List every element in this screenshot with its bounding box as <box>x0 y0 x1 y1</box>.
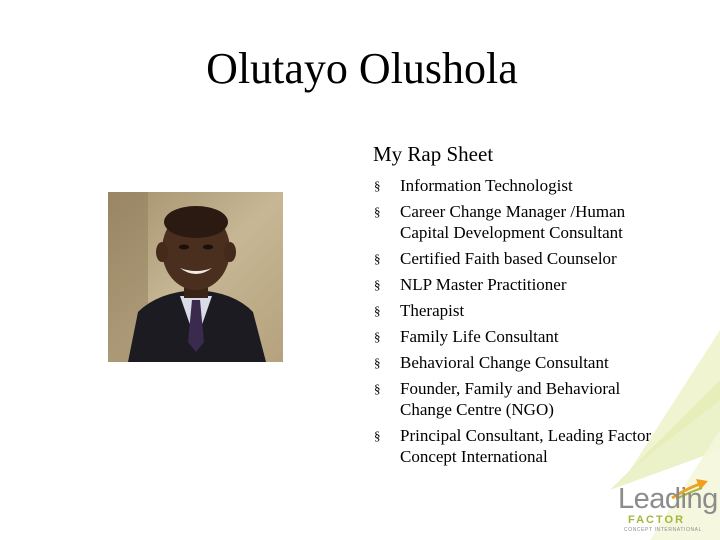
list-item <box>374 175 674 196</box>
list-item-text: Principal Consultant, Leading Factor Concept International <box>400 426 652 466</box>
company-logo <box>618 478 718 538</box>
list-item <box>374 248 674 269</box>
list-item-text: Family Life Consultant <box>400 327 559 346</box>
portrait-illustration <box>108 192 283 362</box>
profile-photo <box>108 192 283 362</box>
bullet-marker: § <box>374 428 381 443</box>
section-heading: My Rap Sheet <box>373 142 494 166</box>
slide-title: Olutayo Olushola <box>206 44 518 93</box>
list-item-text: Career Change Manager /Human Capital Development Consultant <box>400 202 626 242</box>
bullet-marker: § <box>374 251 381 266</box>
list-item <box>374 300 674 321</box>
bullet-marker: § <box>374 381 381 396</box>
bullet-marker: § <box>374 178 381 193</box>
list-item <box>374 201 674 243</box>
list-item-text: Certified Faith based Counselor <box>400 249 617 268</box>
logo-wordmark: Leading <box>618 483 718 515</box>
bullet-marker: § <box>374 277 381 292</box>
list-item-text: Information Technologist <box>400 176 573 195</box>
list-item <box>374 274 674 295</box>
logo-subword: FACTOR <box>628 514 686 526</box>
list-item-text: Behavioral Change Consultant <box>400 353 609 372</box>
logo-tagline: CONCEPT INTERNATIONAL <box>624 527 702 533</box>
bullet-marker: § <box>374 329 381 344</box>
bullet-marker: § <box>374 303 381 318</box>
bullet-marker: § <box>374 204 381 219</box>
list-item-text: NLP Master Practitioner <box>400 275 567 294</box>
list-item-text: Founder, Family and Behavioral Change Centre (NGO) <box>400 379 621 419</box>
bullet-marker: § <box>374 355 381 370</box>
list-item-text: Therapist <box>400 301 465 320</box>
